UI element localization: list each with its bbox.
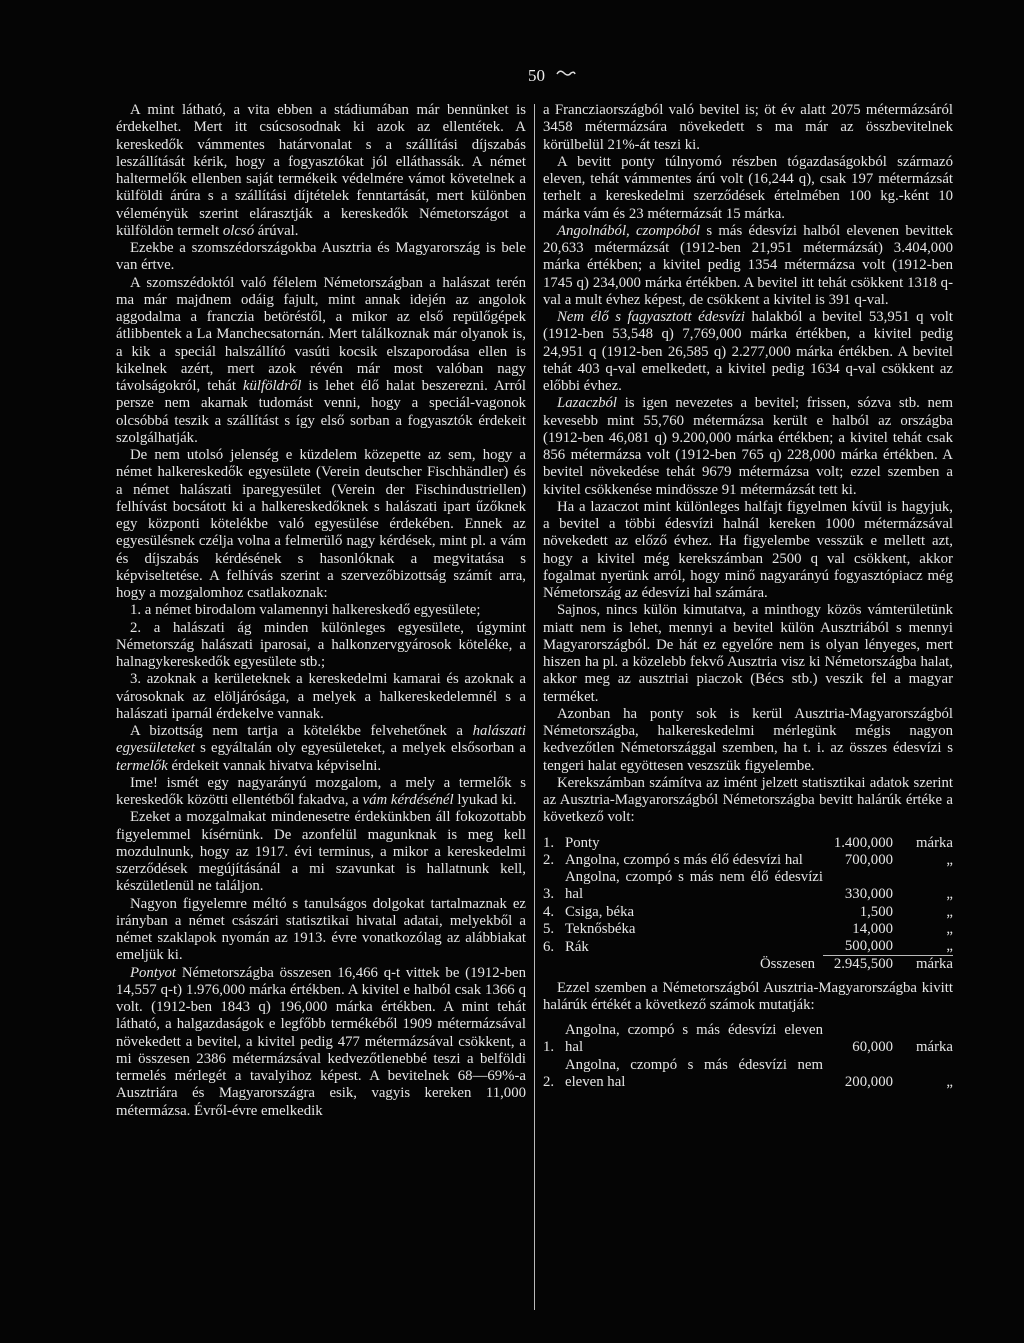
left-column: [116, 102, 526, 1120]
row-label: Csiga, béka: [565, 903, 635, 920]
row-label: Angolna, czompó s más édesvízi nem eleven hal: [565, 1056, 823, 1090]
row-number: 2.: [543, 851, 555, 868]
row-value: 1,500: [859, 903, 893, 920]
row-number: 1.: [543, 834, 555, 851]
table-row: [543, 1057, 953, 1092]
row-value: 330,000: [844, 886, 893, 903]
row-unit: „: [946, 920, 953, 937]
paragraph: Kerekszámban számítva az imént jelzett statisztikai adatok szerint az Ausztria-Magyarországból Németországba bevitt halárúk értéke a következő volt:: [543, 774, 953, 826]
paragraph: Ime! ismét egy nagyarányú mozgalom, a mely a termelők s kereskedők közötti ellentétből fakadva, a vám kérdésénél lyukad ki.: [116, 774, 526, 808]
row-value: 700,000: [844, 851, 893, 868]
row-label: Rák: [565, 938, 589, 955]
column-divider: [534, 104, 535, 1310]
paragraph: a Francziaországból való bevitel is; öt év alatt 2075 métermázsáról 3458 métermázsára növekedett s ma már az összbevitelnek körülbelül 21%-át teszi ki.: [543, 102, 953, 153]
paragraph: Ezzel szemben a Németországból Ausztria-Magyarországba kivitt halárúk értékét a következő számok mutatják:: [543, 979, 953, 1013]
paragraph: 1. a német birodalom valamennyi halkereskedő egyesülete;: [130, 602, 481, 619]
total-row: [543, 956, 953, 974]
row-unit: „: [946, 851, 953, 868]
row-label: Angolna, czompó s más élő édesvízi hal: [565, 851, 803, 868]
table-row: [543, 835, 953, 852]
export-value-table: [543, 1022, 953, 1091]
row-unit: „: [946, 1073, 953, 1090]
row-value: 14,000: [852, 920, 893, 937]
paragraph: De nem utolsó jelenség e küzdelem közepette az sem, hogy a német halkereskedők egyesülete (Verein deutscher Fischhändler) és a német halászati iparegyesület (Verein der Fischindustriellen) felhívást bocsátott ki a halkereskedőknek s halászati ipart űzőknek egy központi kötelékbe való egyesülése érdekében. Ennek az egyesülésnek czélja volna a felmerülő nagy kérdések, mint pl. a vám és díjszabás kérdésének s hasonlóknak a megvitatása s képviseltetése. A felhívás szerint a szervezőbizottság számít arra, hogy a mozgalomhoz csatlakoznak:: [116, 447, 526, 601]
paragraph: Nem élő s fagyasztott édesvízi halakból a bevitel 53,951 q volt (1912-ben 53,548 q) 7,769,000 márka értékben, a kivitel pedig 24,951 q (1912-ben 26,585 q) 2.277,000 márka értékben. A bevitel tehát 403 q-val emelkedett, a kivitel pedig 1634 q-val csökkent az előbbi évhez.: [543, 309, 954, 394]
table-row: [543, 938, 953, 956]
row-unit: márka: [916, 834, 953, 851]
paragraph: Angolnából, czompóból s más édesvízi halból elevenen bevittek 20,633 métermázsát (1912-ben 21,951 métermázsát) 3.404,000 márka értékben; a kivitel pedig 1354 métermázsa volt (1912-ben 1745 q) 234,000 márka értékben. A bevitel itt tehát csökkent 1318 q-val a mult évhez képest, de csökkent a kivitel is 391 q-val.: [543, 222, 953, 308]
paragraph: Ezekbe a szomszédországokba Ausztria és Magyarország is bele van értve.: [116, 240, 526, 274]
paragraph: Lazaczból is igen nevezetes a bevitel; frissen, sózva stb. nem kevesebb mint 55,760 métermázsa került e halból az országba (1912-ben 46,081 q) 9.200,000 márka értékben; a kivitel tehát csak 856 métermázsa volt (1912-ben 765 q) 228,000 márka értékben. A bevitel növekedése tehát 9679 métermázsa volt; ezzel szemben a kivitel csökkenése mindössze 91 métermázsát tett ki.: [543, 395, 953, 498]
row-number: 5.: [543, 920, 555, 937]
row-number: 4.: [543, 903, 555, 920]
paragraph: Ezeket a mozgalmakat mindenesetre érdekünkben áll fokozottabb figyelemmel kísérnünk. De azonfelül magunknak is meg kell mozdulnunk, hogy az 1917. évi terminus, a mikor a kereskedelmi szerződések megújításánál a mi szavunkat is hallatnunk kell, készületlenül ne találjon.: [116, 809, 526, 895]
page-number: 50: [528, 66, 545, 85]
row-value: 60,000: [852, 1039, 893, 1056]
total-unit: márka: [893, 956, 953, 974]
row-value: 200,000: [844, 1073, 893, 1090]
import-value-table: [543, 835, 953, 974]
total-label: Összesen: [759, 956, 815, 973]
total-value: 2.945,500: [823, 956, 893, 974]
paragraph: A mint látható, a vita ebben a stádiumában már bennünket is érdekelhet. Mert itt csúcsosodnak ki azok az ellentétek. A kereskedők vámmentes határvonalat s a szállítási díjszabás leszállítását kérik, hogy a fogyasztókat jól elláthassák. A német haltermelők ellenben saját termékeik védelmére vámot követelnek a külföldi árúra s a szállítási díjtételek fenntartását, mert különben véleményük szerint elárasztják a kereskedők Németországot a külföldön termelt olcsó árúval.: [116, 102, 526, 239]
paragraph: Azonban ha ponty sok is kerül Ausztria-Magyarországból Németországba, halkereskedelmi mérlegünk mégis nagyon kedvezőtlen Németországgal szemben, ha t. i. az összes édesvízi s tengeri halat egyöttesen veszszük figyelembe.: [543, 705, 953, 774]
paragraph: Nagyon figyelemre méltó s tanulságos dolgokat tartalmaznak ez irányban a német császári statisztikai hivatal adatai, melyekből a német szaklapok nyomán az 1913. évre vonatkozólag az alábbiakat emeljük ki.: [116, 895, 526, 964]
row-unit: márka: [916, 1039, 953, 1056]
table-row: [543, 904, 953, 921]
row-unit: „: [946, 938, 953, 954]
row-number: 1.: [543, 1039, 555, 1056]
row-number: 3.: [543, 886, 555, 903]
row-label: Angolna, czompó s más nem élő édesvízi hal: [565, 869, 823, 903]
row-number: 6.: [543, 938, 555, 955]
row-unit: „: [946, 886, 953, 903]
table-row: [543, 869, 953, 904]
paragraph: 3. azoknak a kerületeknek a kereskedelmi kamarai és azoknak a városoknak az elöljárósága, a melyek a halkereskedelemnél s a halászati iparnál érdekelve vannak.: [116, 671, 526, 722]
table-row: [543, 1022, 953, 1057]
paragraph: A szomszédoktól való félelem Németországban a halászat terén ma már majdnem odáig fajult, mint annak idején az angolok aggodalma a franczia betöréstől, a mikor az első repülőgépek átlibbentek a La Manchecsatornán. Mert találkoznak már olyanok is, a kik a speciál halszállító vasúti kocsik elszaporodása ellen is kikelnek azért, mert azok révén már most valóban nagy távolságokról, tehát külföldről is lehet élő halat beszerezni. Arról persze nem akarnak tudomást venni, hogy a speciál-vagonok olcsóbbá teszik a szállítást s így első sorban a fogyasztók érdekeit szolgálhatják.: [116, 274, 527, 446]
paragraph: A bizottság nem tartja a kötelékbe felvehetőnek a halászati egyesületeket s egyáltalán oly egyesületeket, a melyek elsősorban a termelők érdekeit vannak hivatva képviselni.: [116, 723, 527, 774]
table-row: [543, 852, 953, 869]
row-label: Teknősbéka: [565, 920, 636, 937]
paragraph: Sajnos, nincs külön kimutatva, a minthogy közös vámterületünk miatt nem is lehet, mennyi a bevitel külön Ausztriából s mennyi Magyarországból. De hát ez egyelőre nem is olyan lényeges, mert hiszen ha pl. a közelebb fekvő Ausztria visz ki Németországba halat, akkor meg az ausztriai piaczok (Bécs stb.) veszik fel a magyar terméket.: [543, 602, 953, 705]
ornament-icon: [556, 68, 576, 78]
paragraph: Pontyot Németországba összesen 16,466 q-t vittek be (1912-ben 14,557 q-t) 1.976,000 márka értékben. A kivitel e halból csak 1366 q volt. (1912-ben 1843 q) 196,000 márka értékben. A mint tehát látható, a halgazdaságok e legfőbb termékéből 1909 métermázsával növekedett a bevitel, a kivitel pedig 477 métermázsával csökkent, a mi összesen 2386 métermázsával kedvezőtlenebbé teszi a belföldi termelés mérlegét a tavalyihoz képest. A bevitelnek 68—69%-a Ausztriára és Magyarországra esik, vagyis kereken 11,000 métermázsa. Évről-évre emelkedik: [116, 964, 526, 1119]
paragraph: Ha a lazaczot mint különleges halfajt figyelmen kívül is hagyjuk, a bevitel a többi édesvízi halnál kereken 1000 métermázsával növekedett az előző évhez. Ha figyelembe vesszük e mellett azt, hogy a kivitel még kerekszámban 2500 q val csökkent, akkor fogalmat nyerünk arról, hogy minő nagyarányú fogyasztópiacz még Németország az édesvízi hal számára.: [543, 498, 953, 601]
row-label: Ponty: [565, 834, 600, 851]
table-row: [543, 921, 953, 938]
right-column: [543, 102, 953, 1091]
row-unit: „: [946, 903, 953, 920]
paragraph: 2. a halászati ág minden különleges egyesülete, úgymint Németország halászati iparosai, a halkonzervgyárosok köteléke, a halnagykereskedők egyesülete stb.;: [116, 619, 526, 670]
row-value: 500,000: [844, 938, 893, 954]
row-number: 2.: [543, 1073, 555, 1090]
row-label: Angolna, czompó s más édesvízi eleven hal: [565, 1022, 823, 1056]
row-value: 1.400,000: [833, 834, 893, 851]
paragraph: A bevitt ponty túlnyomó részben tógazdaságokból származó eleven, tehát vámmentes árú volt (16,244 q), csak 197 métermázsát terhelt a kereskedelmi szerződések értelmében 100 kg.-ként 10 márka vám és 23 métermázsát 15 márka.: [543, 153, 953, 222]
